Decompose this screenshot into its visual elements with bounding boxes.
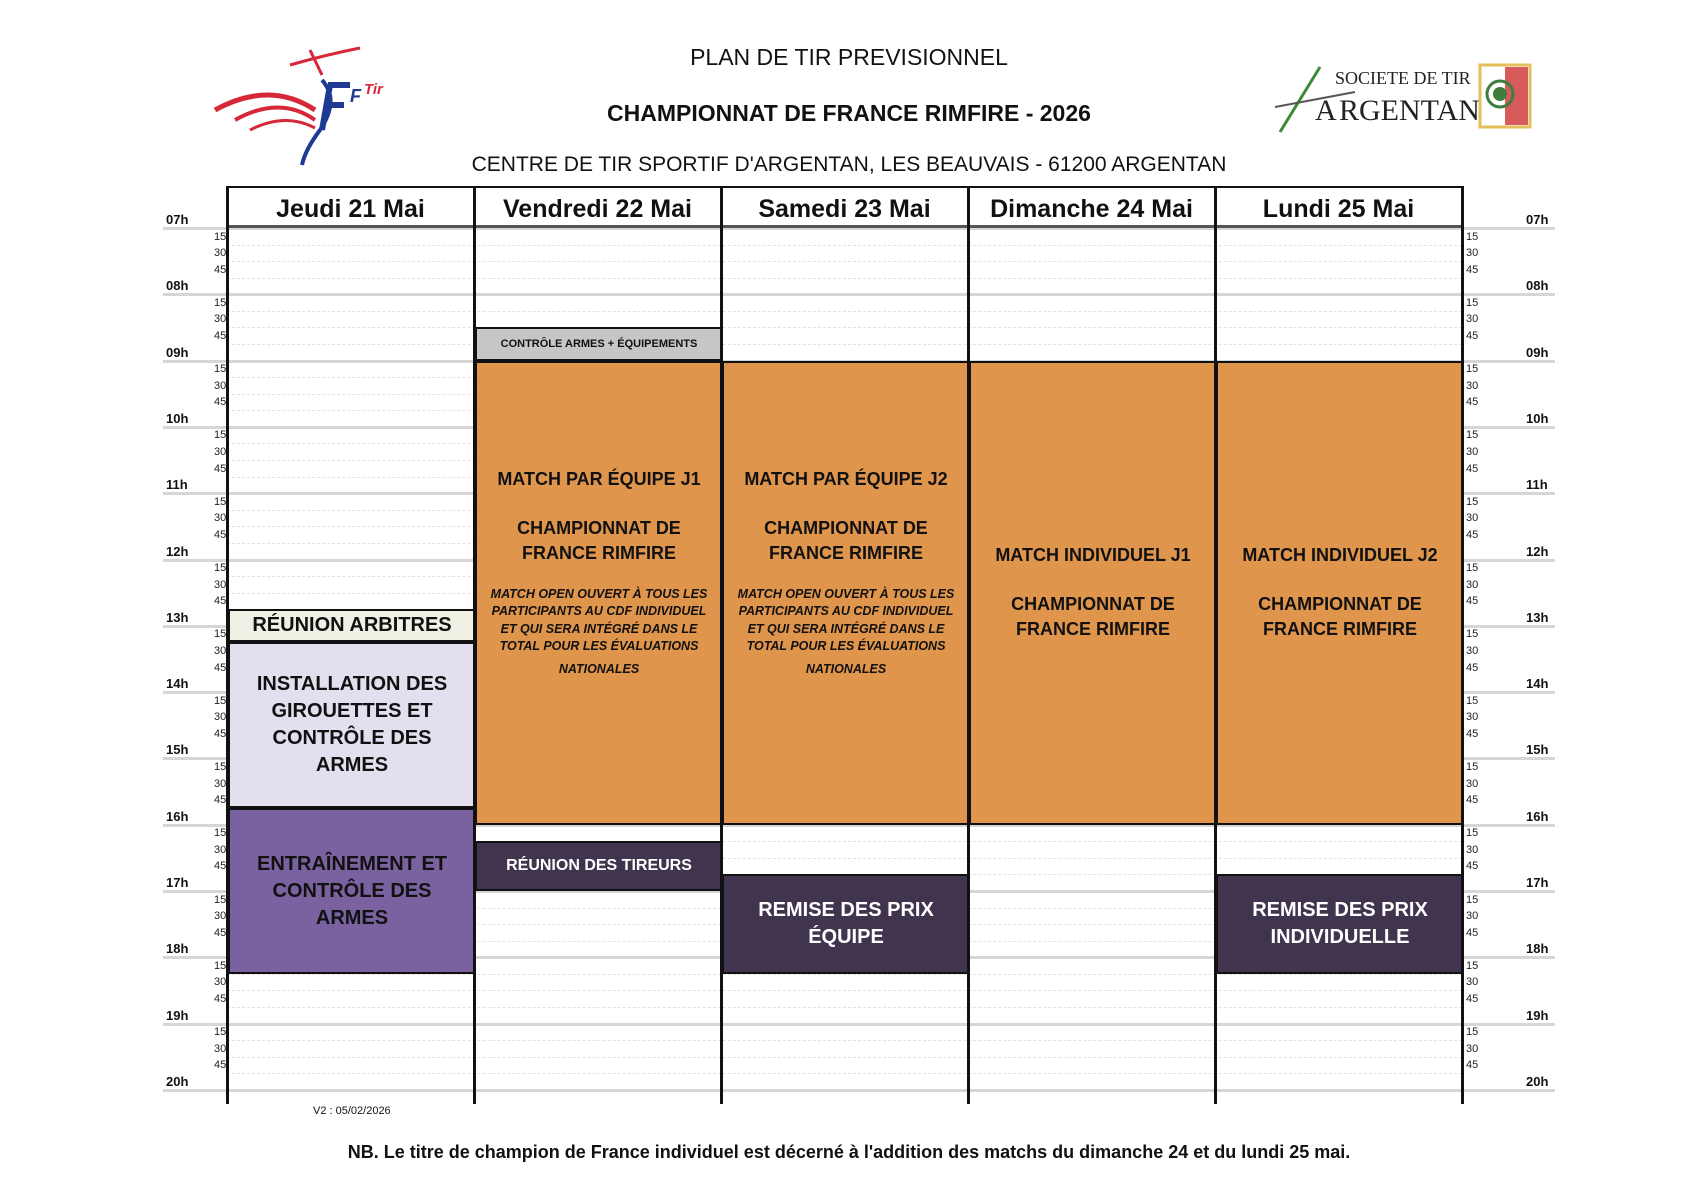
quarter-label-left: 45 xyxy=(214,661,227,674)
event-note-line: TOTAL POUR LES ÉVALUATIONS xyxy=(499,639,699,654)
quarter-label-right: 45 xyxy=(1466,330,1479,343)
quarter-label-right: 30 xyxy=(1466,379,1479,392)
quarter-line xyxy=(227,974,1462,975)
quarter-label-right: 45 xyxy=(1466,263,1479,276)
event-label: CONTRÔLE ARMES + ÉQUIPEMENTS xyxy=(500,338,698,350)
quarter-label-left: 15 xyxy=(214,893,227,906)
event-label: REMISE DES PRIX xyxy=(758,899,934,922)
quarter-label-right: 30 xyxy=(1466,976,1479,989)
quarter-label-right: 15 xyxy=(1466,694,1479,707)
societe-de-tir-argentan-logo xyxy=(1275,62,1535,147)
hour-line xyxy=(1462,824,1555,827)
column-divider xyxy=(226,186,229,1104)
quarter-label-left: 45 xyxy=(214,330,227,343)
quarter-line xyxy=(227,1007,1462,1008)
hour-line xyxy=(1462,360,1555,363)
quarter-label-left: 15 xyxy=(214,230,227,243)
hour-label-left: 14h xyxy=(166,676,189,692)
event-title: MATCH PAR ÉQUIPE J1 xyxy=(497,468,701,489)
hour-label-left: 16h xyxy=(166,808,189,824)
quarter-label-left: 15 xyxy=(214,628,227,641)
quarter-label-left: 45 xyxy=(214,462,227,475)
hour-line xyxy=(163,293,1462,296)
event-subtitle: CHAMPIONNAT DE xyxy=(764,517,928,538)
quarter-label-right: 15 xyxy=(1466,429,1479,442)
hour-line xyxy=(163,1089,1462,1092)
event-label: INSTALLATION DES xyxy=(256,673,448,696)
column-divider xyxy=(720,186,723,1104)
event-note-line: NATIONALES xyxy=(558,661,640,676)
hour-line xyxy=(1462,426,1555,429)
event-label: RÉUNION ARBITRES xyxy=(252,614,452,637)
event-note-line: PARTICIPANTS AU CDF INDIVIDUEL xyxy=(738,604,954,619)
hour-label-left: 07h xyxy=(166,212,189,227)
hour-line xyxy=(1462,1089,1555,1092)
hour-label-right: 09h xyxy=(1526,344,1549,360)
hour-label-left: 19h xyxy=(166,1007,189,1023)
event-note-line: ET QUI SERA INTÉGRÉ DANS LE xyxy=(747,621,945,636)
hour-label-left: 18h xyxy=(166,941,189,957)
quarter-label-left: 15 xyxy=(214,959,227,972)
quarter-label-left: 30 xyxy=(214,313,227,326)
event-subtitle: CHAMPIONNAT DE xyxy=(1011,594,1175,615)
event-title: MATCH PAR ÉQUIPE J2 xyxy=(744,468,948,489)
hour-line xyxy=(1462,956,1555,959)
quarter-line xyxy=(227,278,1462,279)
hour-label-left: 12h xyxy=(166,543,189,559)
hour-line xyxy=(1462,559,1555,562)
quarter-label-right: 15 xyxy=(1466,562,1479,575)
quarter-label-left: 45 xyxy=(214,926,227,939)
quarter-label-left: 30 xyxy=(214,512,227,525)
day-header: Lundi 25 Mai xyxy=(1215,186,1462,228)
hour-label-right: 13h xyxy=(1526,609,1549,625)
hour-label-left: 08h xyxy=(166,278,189,294)
event-note-line: ET QUI SERA INTÉGRÉ DANS LE xyxy=(500,621,698,636)
event-label: ARMES xyxy=(315,754,389,777)
quarter-label-left: 15 xyxy=(214,827,227,840)
event-label: ENTRAÎNEMENT ET xyxy=(257,852,447,875)
quarter-label-right: 15 xyxy=(1466,893,1479,906)
quarter-line xyxy=(227,245,1462,246)
day-header: Samedi 23 Mai xyxy=(721,186,968,228)
event-label: RÉUNION DES TIREURS xyxy=(506,857,692,875)
schedule-event[interactable] xyxy=(228,609,476,642)
quarter-label-right: 15 xyxy=(1466,760,1479,773)
svg-text:RGENTAN: RGENTAN xyxy=(1339,94,1480,127)
event-title: MATCH INDIVIDUEL J1 xyxy=(995,545,1191,566)
column-divider xyxy=(967,186,970,1104)
hour-label-right: 15h xyxy=(1526,742,1549,758)
quarter-label-left: 30 xyxy=(214,711,227,724)
event-subtitle: CHAMPIONNAT DE xyxy=(1258,594,1422,615)
quarter-label-right: 15 xyxy=(1466,827,1479,840)
event-label: ÉQUIPE xyxy=(808,926,884,949)
hour-label-left: 10h xyxy=(166,410,189,426)
hour-label-right: 11h xyxy=(1526,477,1548,493)
event-label: GIROUETTES ET xyxy=(271,700,433,723)
quarter-label-right: 45 xyxy=(1466,1059,1479,1072)
hour-line xyxy=(1462,492,1555,495)
schedule-event[interactable] xyxy=(228,642,476,808)
day-header: Jeudi 21 Mai xyxy=(227,186,474,228)
quarter-label-right: 15 xyxy=(1466,363,1479,376)
quarter-label-right: 45 xyxy=(1466,860,1479,873)
quarter-label-left: 30 xyxy=(214,644,227,657)
quarter-label-left: 45 xyxy=(214,263,227,276)
quarter-label-left: 15 xyxy=(214,562,227,575)
quarter-label-left: 30 xyxy=(214,247,227,260)
schedule-event[interactable] xyxy=(722,874,970,973)
fftir-logo xyxy=(210,40,420,170)
event-title: MATCH INDIVIDUEL J2 xyxy=(1242,545,1438,566)
quarter-label-right: 15 xyxy=(1466,495,1479,508)
event-note-line: MATCH OPEN OUVERT À TOUS LES xyxy=(737,586,955,601)
event-note xyxy=(738,586,955,679)
venue: CENTRE DE TIR SPORTIF D'ARGENTAN, LES BEAUVAIS - 61200 ARGENTAN xyxy=(471,153,1227,176)
svg-text:SOCIETE DE TIR: SOCIETE DE TIR xyxy=(1335,68,1471,88)
svg-text:A: A xyxy=(1315,94,1337,127)
quarter-label-left: 45 xyxy=(214,993,227,1006)
quarter-label-left: 15 xyxy=(214,296,227,309)
quarter-label-right: 45 xyxy=(1466,595,1479,608)
event-label: CONTRÔLE DES xyxy=(272,727,432,750)
schedule-event[interactable] xyxy=(969,361,1217,825)
event-note-line: MATCH OPEN OUVERT À TOUS LES xyxy=(490,586,708,601)
hour-line xyxy=(1462,1023,1555,1026)
hour-label-right: 12h xyxy=(1526,543,1549,559)
footnote: NB. Le titre de champion de France individuel est décerné à l'addition des matchs du dimanche 24 et du lundi 25 mai. xyxy=(347,1142,1351,1162)
quarter-label-right: 15 xyxy=(1466,230,1479,243)
hour-label-right: 14h xyxy=(1526,676,1549,692)
quarter-label-right: 45 xyxy=(1466,926,1479,939)
schedule-event[interactable] xyxy=(475,841,723,891)
quarter-label-right: 30 xyxy=(1466,578,1479,591)
quarter-label-left: 30 xyxy=(214,379,227,392)
svg-text:F: F xyxy=(350,86,361,106)
schedule-event[interactable] xyxy=(1216,874,1464,973)
svg-text:Tir: Tir xyxy=(364,81,383,98)
event-subtitle: FRANCE RIMFIRE xyxy=(522,542,676,563)
event-note-line: TOTAL POUR LES ÉVALUATIONS xyxy=(746,639,946,654)
quarter-label-right: 30 xyxy=(1466,711,1479,724)
hour-line xyxy=(1462,293,1555,296)
hour-label-left: 11h xyxy=(166,477,188,493)
quarter-label-right: 45 xyxy=(1466,528,1479,541)
hour-label-right: 19h xyxy=(1526,1007,1549,1023)
event-note-line: PARTICIPANTS AU CDF INDIVIDUEL xyxy=(491,604,707,619)
column-divider xyxy=(1461,186,1464,1104)
quarter-line xyxy=(227,311,1462,312)
quarter-label-left: 15 xyxy=(214,760,227,773)
quarter-label-right: 30 xyxy=(1466,512,1479,525)
quarter-label-right: 15 xyxy=(1466,296,1479,309)
quarter-label-left: 15 xyxy=(214,363,227,376)
quarter-label-right: 30 xyxy=(1466,644,1479,657)
quarter-line xyxy=(227,327,1462,328)
quarter-label-left: 15 xyxy=(214,694,227,707)
hour-label-left: 20h xyxy=(166,1073,189,1089)
quarter-label-right: 45 xyxy=(1466,794,1479,807)
version-label: V2 : 05/02/2026 xyxy=(313,1105,391,1117)
event-subtitle: FRANCE RIMFIRE xyxy=(769,542,923,563)
event-label: REMISE DES PRIX xyxy=(1252,899,1428,922)
quarter-line xyxy=(227,1057,1462,1058)
day-header: Vendredi 22 Mai xyxy=(474,186,721,228)
quarter-label-right: 30 xyxy=(1466,446,1479,459)
quarter-label-right: 15 xyxy=(1466,959,1479,972)
quarter-label-right: 30 xyxy=(1466,313,1479,326)
quarter-label-right: 45 xyxy=(1466,462,1479,475)
hour-label-left: 17h xyxy=(166,875,189,890)
schedule-event[interactable] xyxy=(475,327,723,360)
hour-label-right: 17h xyxy=(1526,875,1549,890)
quarter-label-left: 15 xyxy=(214,1026,227,1039)
quarter-line xyxy=(227,1040,1462,1041)
quarter-label-right: 15 xyxy=(1466,628,1479,641)
hour-label-right: 08h xyxy=(1526,278,1549,294)
quarter-label-left: 45 xyxy=(214,860,227,873)
quarter-line xyxy=(227,990,1462,991)
event-label: ARMES xyxy=(315,906,389,929)
quarter-label-left: 45 xyxy=(214,595,227,608)
quarter-label-right: 45 xyxy=(1466,661,1479,674)
hour-label-left: 13h xyxy=(166,609,189,625)
hour-label-left: 09h xyxy=(166,344,189,360)
event-subtitle: FRANCE RIMFIRE xyxy=(1016,619,1170,640)
event-label: CONTRÔLE DES xyxy=(272,879,432,902)
event-title: CHAMPIONNAT DE FRANCE RIMFIRE - 2026 xyxy=(607,100,1091,126)
quarter-label-left: 45 xyxy=(214,528,227,541)
hour-line xyxy=(1462,625,1555,628)
quarter-label-left: 30 xyxy=(214,777,227,790)
quarter-label-left: 45 xyxy=(214,396,227,409)
quarter-label-left: 45 xyxy=(214,1059,227,1072)
quarter-label-left: 30 xyxy=(214,976,227,989)
quarter-line xyxy=(227,261,1462,262)
quarter-label-left: 30 xyxy=(214,446,227,459)
quarter-label-right: 45 xyxy=(1466,993,1479,1006)
schedule-event[interactable] xyxy=(722,361,970,825)
hour-line xyxy=(1462,227,1555,230)
quarter-label-left: 30 xyxy=(214,1042,227,1055)
hour-label-right: 20h xyxy=(1526,1073,1549,1089)
quarter-label-left: 30 xyxy=(214,910,227,923)
quarter-line xyxy=(227,344,1462,345)
event-subtitle: FRANCE RIMFIRE xyxy=(1263,619,1417,640)
quarter-line xyxy=(227,1073,1462,1074)
quarter-label-right: 45 xyxy=(1466,396,1479,409)
schedule-event[interactable] xyxy=(475,361,723,825)
quarter-label-right: 30 xyxy=(1466,910,1479,923)
event-note-line: NATIONALES xyxy=(805,661,887,676)
plan-title: PLAN DE TIR PREVISIONNEL xyxy=(690,44,1008,70)
hour-line xyxy=(1462,691,1555,694)
event-note xyxy=(491,586,708,679)
quarter-label-right: 30 xyxy=(1466,1042,1479,1055)
quarter-label-left: 30 xyxy=(214,843,227,856)
quarter-label-right: 30 xyxy=(1466,843,1479,856)
quarter-label-right: 30 xyxy=(1466,247,1479,260)
hour-label-right: 07h xyxy=(1526,212,1549,227)
quarter-label-left: 15 xyxy=(214,495,227,508)
schedule-event[interactable] xyxy=(1216,361,1464,825)
quarter-label-right: 45 xyxy=(1466,727,1479,740)
quarter-label-left: 45 xyxy=(214,727,227,740)
quarter-label-right: 30 xyxy=(1466,777,1479,790)
column-divider xyxy=(473,186,476,1104)
event-label: INDIVIDUELLE xyxy=(1270,926,1410,949)
event-subtitle: CHAMPIONNAT DE xyxy=(517,517,681,538)
hour-label-right: 18h xyxy=(1526,941,1549,957)
column-divider xyxy=(1214,186,1217,1104)
hour-label-left: 15h xyxy=(166,742,189,758)
hour-line xyxy=(1462,757,1555,760)
hour-line xyxy=(1462,890,1555,893)
hour-label-right: 10h xyxy=(1526,410,1549,426)
schedule-event[interactable] xyxy=(228,808,476,974)
day-header: Dimanche 24 Mai xyxy=(968,186,1215,228)
hour-line xyxy=(163,1023,1462,1026)
quarter-label-right: 15 xyxy=(1466,1026,1479,1039)
quarter-label-left: 30 xyxy=(214,578,227,591)
hour-label-right: 16h xyxy=(1526,808,1549,824)
quarter-label-left: 15 xyxy=(214,429,227,442)
quarter-label-left: 45 xyxy=(214,794,227,807)
